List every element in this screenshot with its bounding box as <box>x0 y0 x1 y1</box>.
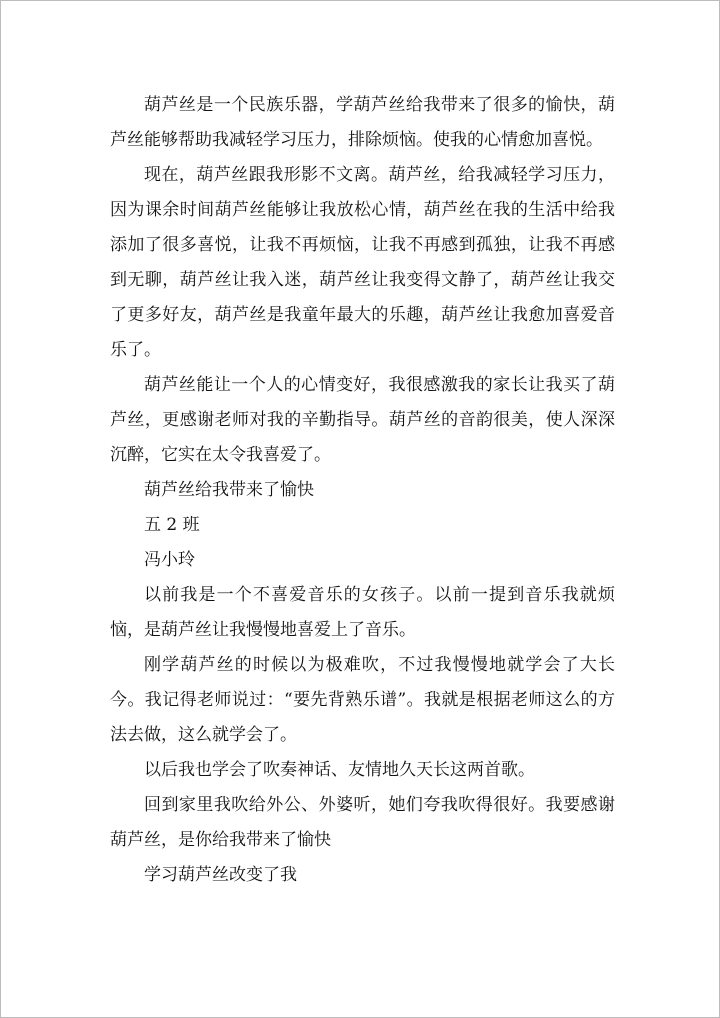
paragraph-4: 以前我是一个不喜爱音乐的女孩子。以前一提到音乐我就烦恼，是葫芦丝让我慢慢地喜爱上了音乐。 <box>110 585 615 640</box>
paragraph-7: 回到家里我吹给外公、外婆听，她们夸我吹得很好。我要感谢葫芦丝，是你给我带来了愉快 <box>110 795 615 850</box>
paragraph-2: 现在，葫芦丝跟我形影不文离。葫芦丝，给我减轻学习压力，因为课余时间葫芦丝能够让我放松心情，葫芦丝在我的生活中给我添加了很多喜悦，让我不再烦恼，让我不再感到孤独，让我不再感到无聊，葫芦丝让我入迷，葫芦丝让我变得文静了，葫芦丝让我交了更多好友，葫芦丝是我童年最大的乐趣，葫芦丝让我愈加喜爱音乐了。 <box>110 165 615 360</box>
document-body <box>110 88 615 893</box>
paragraph-3: 葫芦丝能让一个人的心情变好，我很感激我的家长让我买了葫芦丝，更感谢老师对我的辛勤指导。葫芦丝的音韵很美，使人深深沉醉，它实在太令我喜爱了。 <box>110 375 615 465</box>
paragraph-1: 葫芦丝是一个民族乐器，学葫芦丝给我带来了很多的愉快，葫芦丝能够帮助我减轻学习压力，排除烦恼。使我的心情愈加喜悦。 <box>110 95 615 150</box>
author-name: 冯小玲 <box>144 550 195 570</box>
next-essay-title: 学习葫芦丝改变了我 <box>144 865 297 885</box>
class-label: 五 2 班 <box>144 515 200 535</box>
paragraph-6: 以后我也学会了吹奏神话、友情地久天长这两首歌。 <box>144 760 535 780</box>
paragraph-5: 刚学葫芦丝的时候以为极难吹，不过我慢慢地就学会了大长今。我记得老师说过：“要先背熟乐谱”。我就是根据老师这么的方法去做，这么就学会了。 <box>110 655 615 745</box>
essay-title: 葫芦丝给我带来了愉快 <box>144 480 314 500</box>
